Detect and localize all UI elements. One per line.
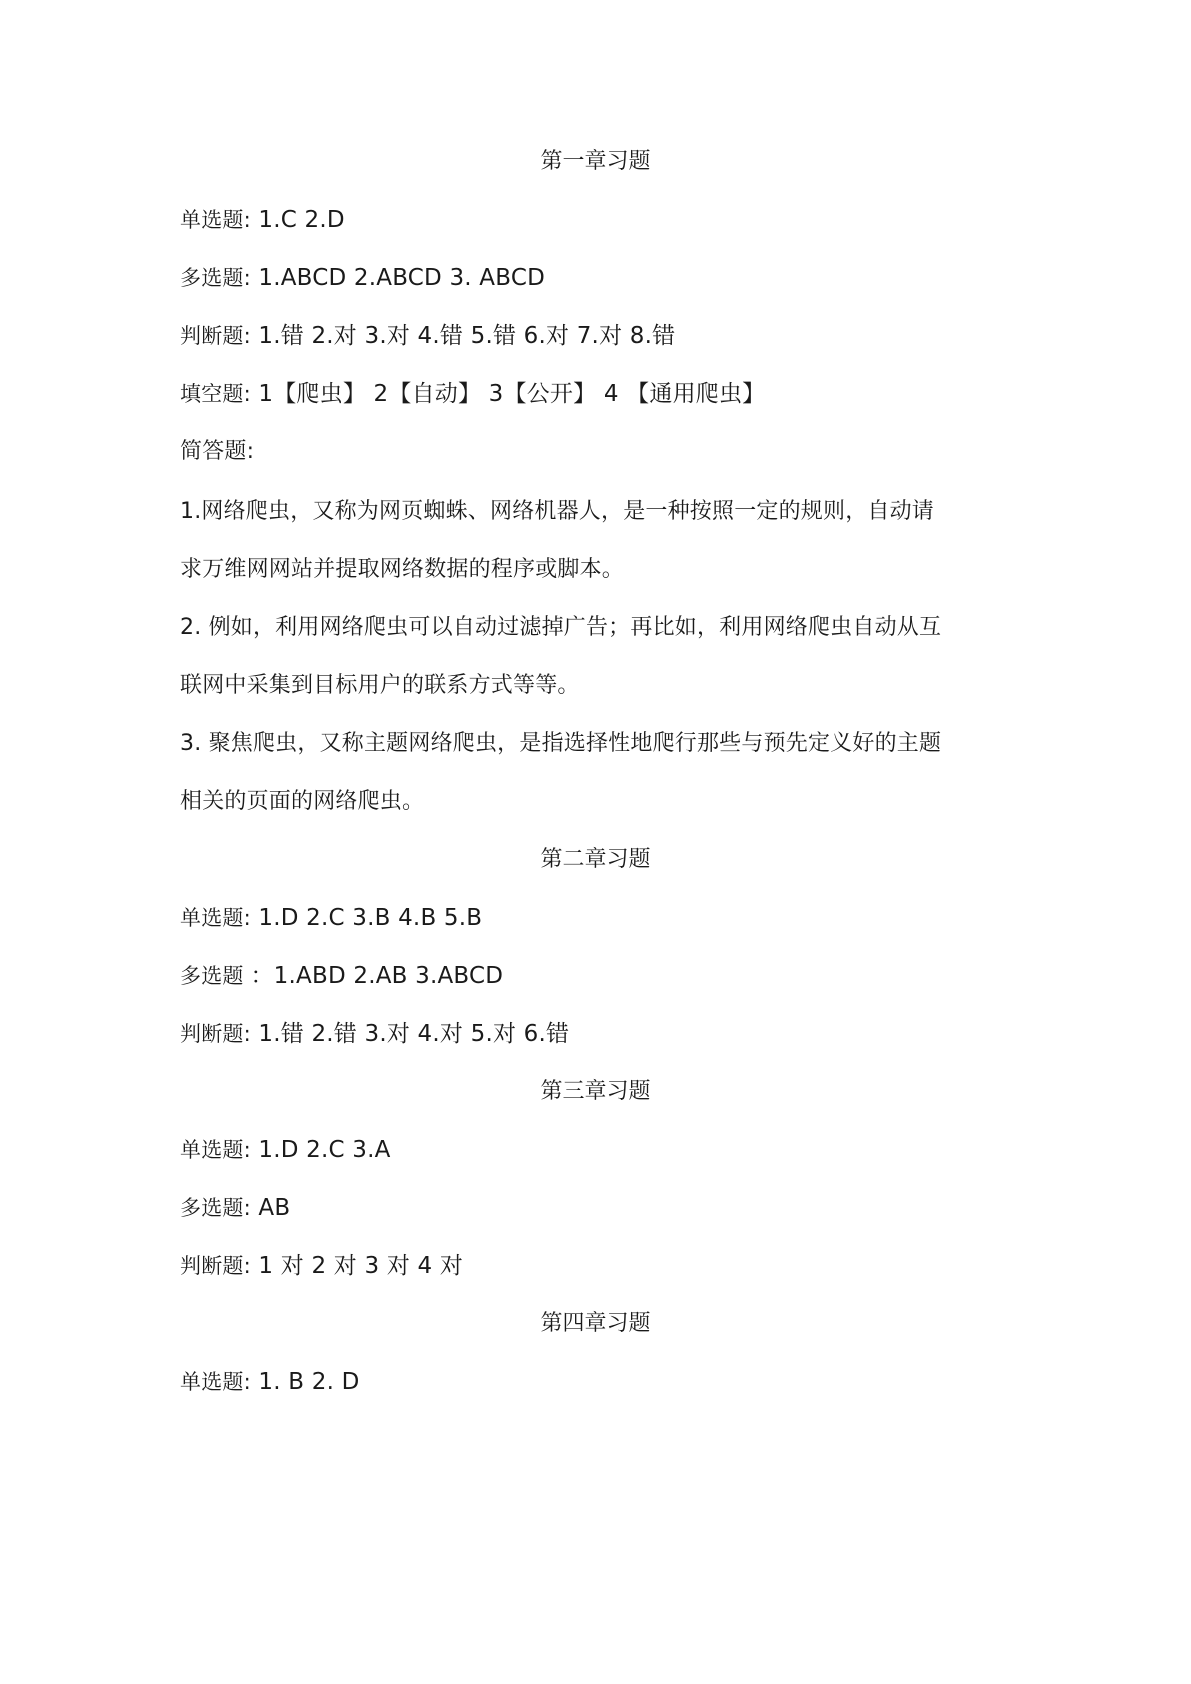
ch3-multi-answers: AB — [250, 1195, 291, 1221]
ch1-single-answers: 1.C 2.D — [250, 207, 345, 233]
ch1-fill-label: 填空题: — [180, 382, 251, 406]
ch4-single-choice — [180, 1366, 1020, 1399]
ch2-judge-answers: 1.错 2.错 3.对 4.对 5.对 6.错 — [250, 1021, 570, 1047]
ch2-true-false — [180, 1018, 1020, 1051]
ch1-multi-answers: 1.ABCD 2.ABCD 3. ABCD — [250, 265, 545, 291]
ch2-multi-label: 多选题 — [180, 964, 251, 988]
ch3-true-false — [180, 1250, 1020, 1283]
ch1-fill-answers: 1【爬虫】 2【自动】 3【公开】 4 【通用爬虫】 — [250, 381, 766, 407]
ch1-short-3-line1: 3. 聚焦爬虫，又称主题网络爬虫，是指选择性地爬行那些与预先定义好的主题 — [180, 731, 942, 756]
ch1-single-choice — [180, 204, 1020, 237]
ch1-fill-blank — [180, 378, 1020, 411]
ch3-single-choice — [180, 1134, 1020, 1167]
ch1-short-1-line2: 求万维网网站并提取网络数据的程序或脚本。 — [180, 557, 625, 582]
ch1-single-label: 单选题: — [180, 208, 251, 232]
ch1-short-3-line2: 相关的页面的网络爬虫。 — [180, 789, 425, 814]
ch3-single-answers: 1.D 2.C 3.A — [250, 1137, 391, 1163]
ch2-single-answers: 1.D 2.C 3.B 4.B 5.B — [250, 905, 483, 931]
chapter-1-title: 第一章习题 — [540, 149, 651, 174]
ch1-short-1-line1: 1.网络爬虫，又称为网页蜘蛛、网络机器人，是一种按照一定的规则，自动请 — [180, 499, 934, 524]
ch1-short-answer-label: 简答题: — [180, 439, 255, 464]
ch2-judge-label: 判断题: — [180, 1022, 251, 1046]
ch1-true-false — [180, 320, 1020, 353]
chapter-2-title: 第二章习题 — [540, 847, 651, 872]
ch1-short-2-line1: 2. 例如，利用网络爬虫可以自动过滤掉广告；再比如，利用网络爬虫自动从互 — [180, 615, 942, 640]
ch3-judge-label: 判断题: — [180, 1254, 251, 1278]
chapter-4-title: 第四章习题 — [540, 1311, 651, 1336]
ch2-single-choice — [180, 902, 1020, 935]
ch4-single-label: 单选题: — [180, 1370, 251, 1394]
ch3-multi-label: 多选题: — [180, 1196, 251, 1220]
ch1-short-2-line2: 联网中采集到目标用户的联系方式等等。 — [180, 673, 580, 698]
ch2-single-label: 单选题: — [180, 906, 251, 930]
ch1-judge-label: 判断题: — [180, 324, 251, 348]
ch4-single-answers: 1. B 2. D — [250, 1369, 360, 1395]
ch2-multi-choice — [180, 960, 1020, 993]
ch3-single-label: 单选题: — [180, 1138, 251, 1162]
ch1-judge-answers: 1.错 2.对 3.对 4.错 5.错 6.对 7.对 8.错 — [250, 323, 676, 349]
ch3-judge-answers: 1 对 2 对 3 对 4 对 — [250, 1253, 464, 1279]
ch1-multi-label: 多选题: — [180, 266, 251, 290]
chapter-3-title: 第三章习题 — [540, 1079, 651, 1104]
ch3-multi-choice — [180, 1192, 1020, 1225]
ch1-multi-choice — [180, 262, 1020, 295]
ch2-multi-answers: ：1.ABD 2.AB 3.ABCD — [250, 963, 504, 989]
